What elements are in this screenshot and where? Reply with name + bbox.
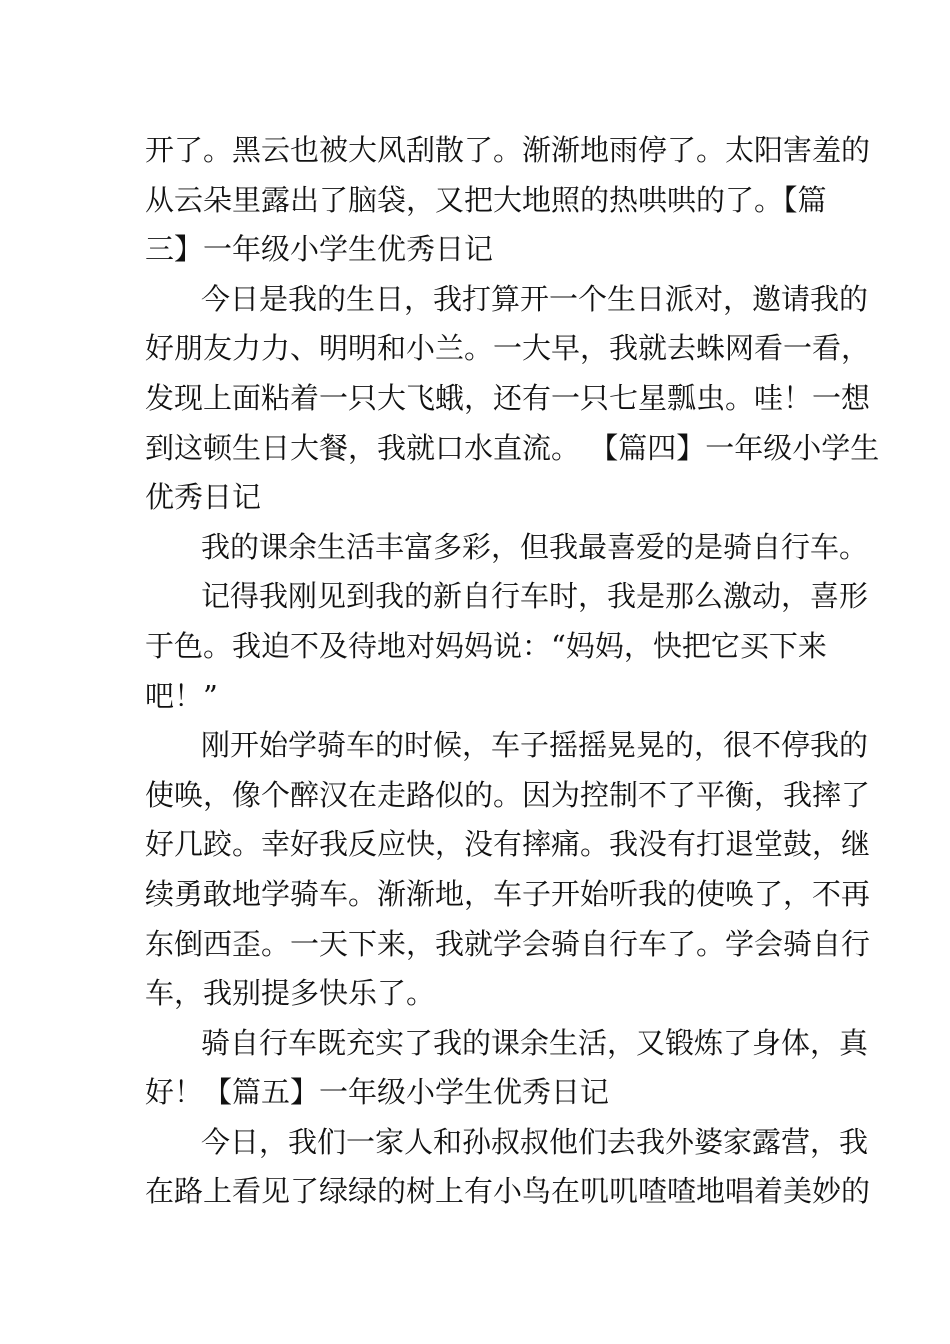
body-text xyxy=(145,126,880,1217)
text-line: 到这顿生日大餐，我就口水直流。 【篇四】一年级小学生 xyxy=(145,430,880,465)
text-line: 好几跤。幸好我反应快，没有摔痛。我没有打退堂鼓，继 xyxy=(145,827,871,862)
text-line: 于色。我迫不及待地对妈妈说：“妈妈，快把它买下来 xyxy=(145,628,827,663)
section-heading-line: 好！【篇五】一年级小学生优秀日记 xyxy=(145,1075,610,1110)
paragraph-first-line: 骑自行车既充实了我的课余生活，又锻炼了身体，真 xyxy=(201,1025,869,1060)
text-line: 发现上面粘着一只大飞蛾，还有一只七星瓢虫。哇！一想 xyxy=(145,380,871,415)
text-line: 使唤，像个醉汉在走路似的。因为控制不了平衡，我摔了 xyxy=(145,777,871,812)
text-line: 在路上看见了绿绿的树上有小鸟在叽叽喳喳地唱着美妙的 xyxy=(145,1174,871,1209)
text-line: 从云朵里露出了脑袋，又把大地照的热哄哄的了。【篇 xyxy=(145,182,827,217)
paragraph-first-line: 刚开始学骑车的时候，车子摇摇晃晃的，很不停我的 xyxy=(201,728,869,763)
text-line: 车，我别提多快乐了。 xyxy=(145,976,436,1011)
section-heading-line: 优秀日记 xyxy=(145,480,262,515)
section-heading-line: 三】一年级小学生优秀日记 xyxy=(145,232,494,267)
text-line: 续勇敢地学骑车。渐渐地，车子开始听我的使唤了，不再 xyxy=(145,876,871,911)
paragraph-first-line: 今日，我们一家人和孙叔叔他们去我外婆家露营，我 xyxy=(201,1124,869,1159)
paragraph-first-line: 我的课余生活丰富多彩，但我最喜爱的是骑自行车。 xyxy=(201,529,869,564)
text-line: 开了。黑云也被大风刮散了。渐渐地雨停了。太阳害羞的 xyxy=(145,133,871,167)
text-line: 吧！” xyxy=(145,678,218,713)
text-line: 东倒西歪。一天下来，我就学会骑自行车了。学会骑自行 xyxy=(145,926,871,961)
paragraph-first-line: 记得我刚见到我的新自行车时，我是那么激动，喜形 xyxy=(201,579,869,614)
text-line: 好朋友力力、明明和小兰。一大早，我就去蛛网看一看， xyxy=(145,331,871,366)
paragraph-first-line: 今日是我的生日，我打算开一个生日派对，邀请我的 xyxy=(201,281,869,316)
